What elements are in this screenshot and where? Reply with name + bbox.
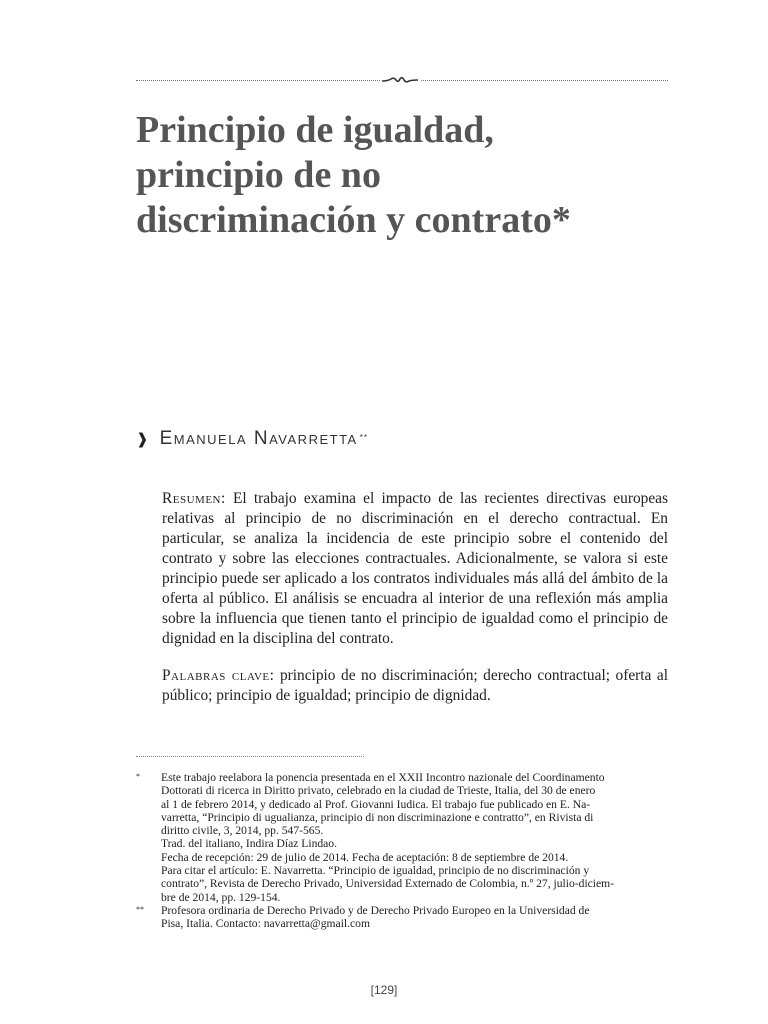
footnotes xyxy=(136,771,668,931)
footnote-mark: * xyxy=(136,772,140,781)
title-line: principio de no xyxy=(136,154,381,196)
footnote-line: diritto civile, 3, 2014, pp. 547-565. xyxy=(161,824,324,838)
author-marker-icon: ❱ xyxy=(136,431,150,448)
abstract-text: El trabajo examina el impacto de las recientes directivas europeas relativas al principio de no discriminación en el derecho contractual. En particular, se analiza la incidencia de este principio sobre el contenido del contrato y sobre las elecciones contractuales. Adicionalmente, se valora si este principio puede ser aplicado a los contratos individuales más allá del ámbito de la oferta al público. El análisis se encuadra al interior de una reflexión más amplia sobre la influencia que tienen tanto el principio de igualdad como el principio de dignidad en la disciplina del contrato. xyxy=(162,490,668,647)
footnote-divider xyxy=(136,756,364,757)
footnote-line: Pisa, Italia. Contacto: navarretta@gmail.com xyxy=(161,917,370,931)
footnote-mark: ** xyxy=(136,904,144,914)
article-title xyxy=(136,108,696,243)
footnote-line: Dottorati di ricerca in Diritto privato, celebrado en la ciudad de Trieste, Italia, del 30 de enero xyxy=(161,784,596,798)
footnote xyxy=(136,904,668,931)
footnote-line: bre de 2014, pp. 129-154. xyxy=(161,890,281,904)
keywords xyxy=(162,666,668,706)
abstract-label: Resumen: xyxy=(162,490,226,507)
footnote-line: Este trabajo reelabora la ponencia presentada en el XXII Incontro nazionale del Coordinamento xyxy=(161,771,605,784)
footnote-line: al 1 de febrero 2014, y dedicado al Prof. Giovanni Iudica. El trabajo fue publicado en E. Na- xyxy=(161,797,591,811)
title-line: Principio de igualdad, xyxy=(136,109,494,151)
wave-ornament-icon xyxy=(380,73,420,87)
author-line xyxy=(136,428,368,450)
keywords-label: Palabras clave: xyxy=(162,667,275,684)
keywords-text: principio de no discriminación; derecho contractual; oferta al público; principio de igualdad; principio de dignidad. xyxy=(162,667,668,704)
footnote xyxy=(136,771,668,904)
abstract xyxy=(162,489,668,649)
page-number: [129] xyxy=(370,983,398,997)
footnote-line: Trad. del italiano, Indira Díaz Lindao. xyxy=(161,837,338,851)
author-name: Emanuela Navarretta xyxy=(159,428,358,449)
footnote-line: varretta, “Principio di ugualianza, principio di non discriminazione e contratto”, en Rivista di xyxy=(161,810,594,824)
footnote-line: contrato”, Revista de Derecho Privado, Universidad Externado de Colombia, n.º 27, julio-diciem- xyxy=(161,877,615,891)
title-line: discriminación y contrato* xyxy=(136,199,571,241)
author-note-mark: ** xyxy=(359,432,368,442)
footnote-line: Fecha de recepción: 29 de julio de 2014. Fecha de aceptación: 8 de septiembre de 2014. xyxy=(161,850,569,864)
footnote-line: Para citar el artículo: E. Navarretta. “Principio de igualdad, principio de no discriminación y xyxy=(161,864,590,878)
footnote-line: Profesora ordinaria de Derecho Privado y de Derecho Privado Europeo en la Universidad de xyxy=(161,903,590,917)
